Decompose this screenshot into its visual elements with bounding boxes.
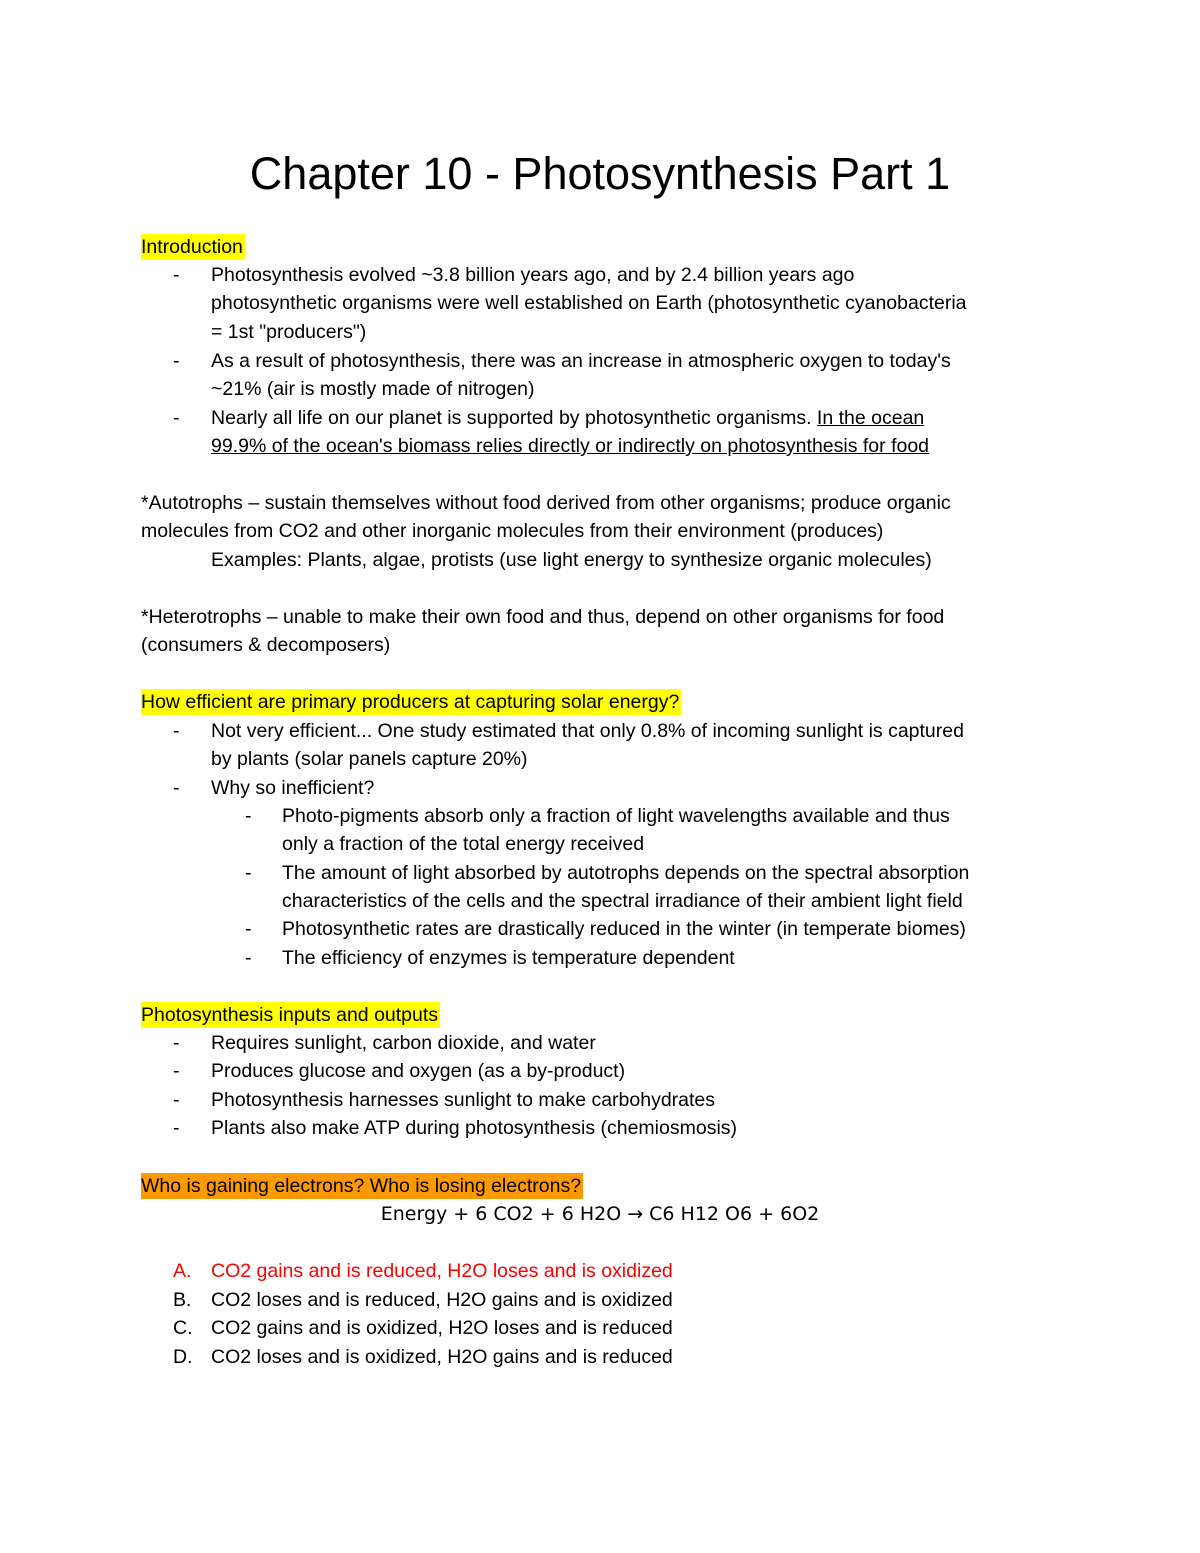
bullet-marker: - xyxy=(173,1060,180,1082)
bullet-marker: - xyxy=(173,1089,180,1111)
sub-bullet-line: Photo-pigments absorb only a fraction of light wavelengths available and thus xyxy=(282,805,950,827)
bullet-line: = 1st "producers") xyxy=(211,321,367,343)
bullet-line: Produces glucose and oxygen (as a by-product) xyxy=(211,1060,626,1082)
section-heading-electrons: Who is gaining electrons? Who is losing electrons? xyxy=(141,1175,582,1197)
sub-bullet-line: only a fraction of the total energy received xyxy=(282,833,645,855)
answer-option-b: CO2 loses and is reduced, H2O gains and is oxidized xyxy=(211,1289,673,1311)
answer-option-c: CO2 gains and is oxidized, H2O loses and is reduced xyxy=(211,1317,673,1339)
bullet-line: Why so inefficient? xyxy=(211,777,375,799)
heterotrophs-line: (consumers & decomposers) xyxy=(141,634,391,656)
sub-bullet-marker: - xyxy=(245,947,252,969)
underlined-text: 99.9% of the ocean's biomass relies directly or indirectly on photosynthesis for food xyxy=(211,435,930,457)
sub-bullet-line: The amount of light absorbed by autotrophs depends on the spectral absorption xyxy=(282,862,970,884)
heterotrophs-line: *Heterotrophs – unable to make their own food and thus, depend on other organisms for food xyxy=(141,606,945,628)
autotrophs-examples: Examples: Plants, algae, protists (use light energy to synthesize organic molecules) xyxy=(211,549,932,571)
section-heading-inputs-outputs: Photosynthesis inputs and outputs xyxy=(141,1004,439,1026)
option-letter-b: B. xyxy=(173,1289,192,1311)
answer-option-d: CO2 loses and is oxidized, H2O gains and is reduced xyxy=(211,1346,673,1368)
option-letter-c: C. xyxy=(173,1317,193,1339)
answer-option-a: CO2 gains and is reduced, H2O loses and is oxidized xyxy=(211,1260,673,1282)
autotrophs-line: molecules from CO2 and other inorganic molecules from their environment (produces) xyxy=(141,520,884,542)
bullet-line: Photosynthesis harnesses sunlight to make carbohydrates xyxy=(211,1089,716,1111)
sub-bullet-line: Photosynthetic rates are drastically reduced in the winter (in temperate biomes) xyxy=(282,918,966,940)
bullet-line: Plants also make ATP during photosynthesis (chemiosmosis) xyxy=(211,1117,738,1139)
bullet-marker: - xyxy=(173,407,180,429)
option-letter-a: A. xyxy=(173,1260,192,1282)
underlined-text: In the ocean xyxy=(816,407,925,429)
bullet-line: by plants (solar panels capture 20%) xyxy=(211,748,528,770)
sub-bullet-line: The efficiency of enzymes is temperature dependent xyxy=(282,947,735,969)
bullet-marker: - xyxy=(173,720,180,742)
sub-bullet-marker: - xyxy=(245,805,252,827)
bullet-marker: - xyxy=(173,264,180,286)
bullet-marker: - xyxy=(173,350,180,372)
bullet-line xyxy=(211,404,924,433)
bullet-line: As a result of photosynthesis, there was an increase in atmospheric oxygen to today's xyxy=(211,350,951,372)
bullet-line: photosynthetic organisms were well established on Earth (photosynthetic cyanobacteria xyxy=(211,292,967,314)
section-heading-introduction: Introduction xyxy=(141,236,243,258)
bullet-marker: - xyxy=(173,1032,180,1054)
bullet-line: Requires sunlight, carbon dioxide, and water xyxy=(211,1032,596,1054)
bullet-line: Photosynthesis evolved ~3.8 billion years ago, and by 2.4 billion years ago xyxy=(211,264,855,286)
autotrophs-line: *Autotrophs – sustain themselves without food derived from other organisms; produce organic xyxy=(141,492,951,514)
section-heading-efficiency: How efficient are primary producers at capturing solar energy? xyxy=(141,691,680,713)
bullet-text: Nearly all life on our planet is supported by photosynthetic organisms. xyxy=(211,407,817,429)
sub-bullet-marker: - xyxy=(245,918,252,940)
bullet-marker: - xyxy=(173,777,180,799)
bullet-line: Not very efficient... One study estimated that only 0.8% of incoming sunlight is captured xyxy=(211,720,964,742)
page-title: Chapter 10 - Photosynthesis Part 1 xyxy=(249,148,951,199)
photosynthesis-equation: Energy + 6 CO2 + 6 H2O → C6 H12 O6 + 6O2 xyxy=(380,1203,820,1225)
bullet-marker: - xyxy=(173,1117,180,1139)
sub-bullet-line: characteristics of the cells and the spectral irradiance of their ambient light field xyxy=(282,890,963,912)
bullet-line: ~21% (air is mostly made of nitrogen) xyxy=(211,378,535,400)
sub-bullet-marker: - xyxy=(245,862,252,884)
option-letter-d: D. xyxy=(173,1346,193,1368)
